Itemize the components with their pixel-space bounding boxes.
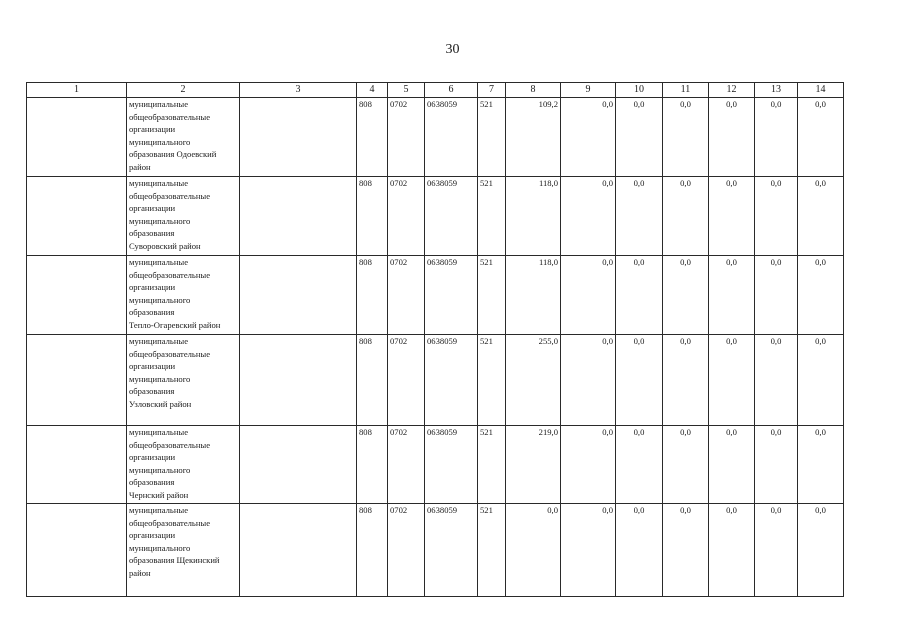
cell-col-11: 0,0 (663, 256, 709, 335)
organization-name-line: общеобразовательные (129, 190, 211, 201)
cell-col-1 (27, 335, 127, 426)
cell-target-code: 0638059 (425, 256, 478, 335)
organization-name-line: общеобразовательные (129, 517, 211, 528)
cell-col-10: 0,0 (616, 177, 663, 256)
organization-name-line: общеобразовательные (129, 111, 211, 122)
cell-col-1 (27, 256, 127, 335)
column-header: 6 (425, 83, 478, 98)
cell-col-13: 0,0 (755, 177, 798, 256)
cell-col-3 (240, 504, 357, 597)
organization-name-line: муниципального (129, 373, 191, 384)
cell-col-1 (27, 177, 127, 256)
organization-name-line: образования (129, 228, 175, 239)
organization-name-line: муниципальные (129, 257, 189, 267)
column-header: 7 (478, 83, 506, 98)
cell-expense-code: 521 (478, 177, 506, 256)
table-row (27, 426, 844, 504)
cell-col-3 (240, 426, 357, 504)
organization-name-line: муниципального (129, 542, 191, 553)
cell-col-12: 0,0 (709, 426, 755, 504)
column-header: 13 (755, 83, 798, 98)
column-header: 1 (27, 83, 127, 98)
cell-target-code: 0638059 (425, 426, 478, 504)
cell-amount: 118,0 (506, 177, 561, 256)
cell-expense-code: 521 (478, 335, 506, 426)
cell-col-9: 0,0 (561, 177, 616, 256)
cell-col-10: 0,0 (616, 256, 663, 335)
organization-name-line: муниципального (129, 464, 191, 475)
cell-col-12: 0,0 (709, 335, 755, 426)
cell-ministry-code: 808 (357, 98, 388, 177)
table-row (27, 335, 844, 426)
cell-section-code: 0702 (388, 504, 425, 597)
table-row (27, 504, 844, 597)
cell-col-12: 0,0 (709, 177, 755, 256)
organization-name-line: общеобразовательные (129, 439, 211, 450)
column-header: 4 (357, 83, 388, 98)
cell-col-11: 0,0 (663, 177, 709, 256)
organization-name-line: муниципального (129, 136, 191, 147)
organization-name-line: общеобразовательные (129, 348, 211, 359)
table-row (27, 177, 844, 256)
cell-col-12: 0,0 (709, 256, 755, 335)
cell-col-1 (27, 98, 127, 177)
table-row (27, 256, 844, 335)
organization-name-line: организации (129, 452, 176, 463)
table-row (27, 98, 844, 177)
cell-section-code: 0702 (388, 426, 425, 504)
cell-col-14: 0,0 (798, 98, 844, 177)
page-number: 30 (445, 42, 460, 57)
organization-name-line: образования (129, 307, 175, 318)
organization-name-line: муниципального (129, 215, 191, 226)
organization-name-line: муниципальные (129, 99, 189, 109)
organization-name-line: организации (129, 203, 176, 214)
cell-col-9: 0,0 (561, 335, 616, 426)
organization-name-line: муниципальные (129, 427, 189, 437)
cell-col-11: 0,0 (663, 504, 709, 597)
organization-name-line: образования Щекинский (129, 555, 220, 566)
cell-organization-name (127, 504, 240, 597)
organization-name-line: район (129, 161, 151, 172)
column-header: 8 (506, 83, 561, 98)
cell-section-code: 0702 (388, 177, 425, 256)
cell-amount: 0,0 (506, 504, 561, 597)
cell-col-13: 0,0 (755, 426, 798, 504)
cell-ministry-code: 808 (357, 426, 388, 504)
organization-name-line: образования (129, 386, 175, 397)
cell-col-11: 0,0 (663, 426, 709, 504)
organization-name-line: образования (129, 477, 175, 488)
organization-name-line: образования Одоевский (129, 149, 217, 160)
cell-col-9: 0,0 (561, 98, 616, 177)
cell-section-code: 0702 (388, 98, 425, 177)
column-header: 9 (561, 83, 616, 98)
column-header: 10 (616, 83, 663, 98)
column-header: 5 (388, 83, 425, 98)
cell-col-3 (240, 98, 357, 177)
cell-ministry-code: 808 (357, 177, 388, 256)
cell-col-3 (240, 335, 357, 426)
cell-section-code: 0702 (388, 256, 425, 335)
cell-expense-code: 521 (478, 504, 506, 597)
cell-col-1 (27, 504, 127, 597)
organization-name-line: организации (129, 124, 176, 135)
header-row (27, 83, 844, 98)
budget-table (26, 82, 844, 597)
cell-col-12: 0,0 (709, 504, 755, 597)
organization-name-line: муниципальные (129, 505, 189, 515)
organization-name-line: муниципального (129, 294, 191, 305)
cell-col-3 (240, 177, 357, 256)
cell-col-13: 0,0 (755, 256, 798, 335)
cell-col-1 (27, 426, 127, 504)
cell-col-10: 0,0 (616, 504, 663, 597)
cell-col-14: 0,0 (798, 256, 844, 335)
cell-amount: 255,0 (506, 335, 561, 426)
organization-name-line: Суворовский район (129, 240, 201, 251)
cell-amount: 109,2 (506, 98, 561, 177)
column-header: 2 (127, 83, 240, 98)
cell-col-13: 0,0 (755, 98, 798, 177)
cell-col-13: 0,0 (755, 335, 798, 426)
cell-col-14: 0,0 (798, 177, 844, 256)
column-header: 14 (798, 83, 844, 98)
organization-name-line: муниципальные (129, 178, 189, 188)
organization-name-line: Тепло-Огаревский район (129, 319, 221, 330)
cell-col-11: 0,0 (663, 335, 709, 426)
cell-organization-name (127, 426, 240, 504)
cell-organization-name (127, 256, 240, 335)
organization-name-line: Узловский район (129, 398, 192, 409)
cell-col-14: 0,0 (798, 335, 844, 426)
cell-col-13: 0,0 (755, 504, 798, 597)
cell-organization-name (127, 335, 240, 426)
organization-name-line: организации (129, 282, 176, 293)
cell-expense-code: 521 (478, 98, 506, 177)
organization-name-line: общеобразовательные (129, 269, 211, 280)
organization-name-line: Чернский район (129, 489, 189, 500)
cell-section-code: 0702 (388, 335, 425, 426)
cell-organization-name (127, 177, 240, 256)
cell-col-11: 0,0 (663, 98, 709, 177)
organization-name-line: район (129, 567, 151, 578)
column-header: 11 (663, 83, 709, 98)
table-body (27, 98, 844, 597)
cell-col-9: 0,0 (561, 504, 616, 597)
cell-amount: 219,0 (506, 426, 561, 504)
cell-target-code: 0638059 (425, 98, 478, 177)
cell-col-3 (240, 256, 357, 335)
cell-ministry-code: 808 (357, 504, 388, 597)
cell-col-14: 0,0 (798, 504, 844, 597)
cell-expense-code: 521 (478, 426, 506, 504)
organization-name-line: организации (129, 361, 176, 372)
organization-name-line: муниципальные (129, 336, 189, 346)
cell-col-14: 0,0 (798, 426, 844, 504)
cell-col-10: 0,0 (616, 335, 663, 426)
cell-col-12: 0,0 (709, 98, 755, 177)
cell-target-code: 0638059 (425, 177, 478, 256)
cell-col-9: 0,0 (561, 256, 616, 335)
cell-ministry-code: 808 (357, 335, 388, 426)
column-header: 12 (709, 83, 755, 98)
cell-target-code: 0638059 (425, 504, 478, 597)
cell-ministry-code: 808 (357, 256, 388, 335)
cell-expense-code: 521 (478, 256, 506, 335)
organization-name-line: организации (129, 530, 176, 541)
cell-col-10: 0,0 (616, 426, 663, 504)
cell-col-10: 0,0 (616, 98, 663, 177)
cell-col-9: 0,0 (561, 426, 616, 504)
column-header: 3 (240, 83, 357, 98)
cell-target-code: 0638059 (425, 335, 478, 426)
cell-organization-name (127, 98, 240, 177)
cell-amount: 118,0 (506, 256, 561, 335)
